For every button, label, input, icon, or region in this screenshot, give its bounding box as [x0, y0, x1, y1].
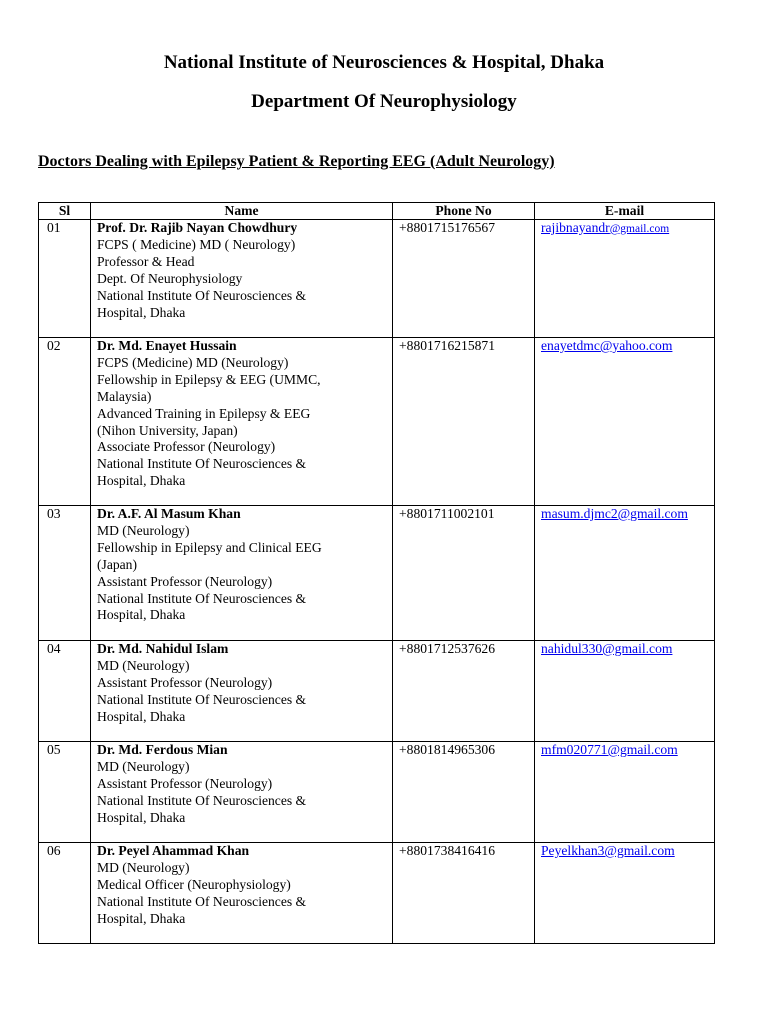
doctor-detail: Hospital, Dhaka [97, 708, 186, 724]
row-sl: 01 [39, 220, 91, 338]
column-header-sl: Sl [39, 203, 91, 220]
doctor-detail: Assistant Professor (Neurology) [97, 674, 273, 690]
doctor-detail: MD (Neurology) [97, 859, 190, 875]
doctor-detail: Malaysia) [97, 388, 152, 404]
doctor-detail: Assistant Professor (Neurology) [97, 573, 273, 589]
row-email-cell [535, 742, 715, 843]
email-link[interactable]: mfm020771@gmail.com [541, 742, 678, 757]
doctor-detail: Associate Professor (Neurology) [97, 439, 276, 455]
doctor-detail: Fellowship in Epilepsy & EEG (UMMC, [97, 371, 321, 387]
column-header-email: E-mail [535, 203, 715, 220]
doctor-detail: Fellowship in Epilepsy and Clinical EEG [97, 539, 322, 555]
row-sl: 02 [39, 338, 91, 506]
row-name-cell [91, 641, 393, 742]
row-email-cell [535, 641, 715, 742]
table-subtitle: Doctors Dealing with Epilepsy Patient & Reporting EEG (Adult Neurology) [38, 153, 555, 170]
doctor-detail: MD (Neurology) [97, 758, 190, 774]
doctor-detail: Medical Officer (Neurophysiology) [97, 876, 291, 892]
table-row [39, 220, 715, 338]
row-email-cell [535, 338, 715, 506]
row-phone: +8801712537626 [393, 641, 535, 742]
doctor-detail: National Institute Of Neurosciences & [97, 893, 307, 909]
department-title: Department Of Neurophysiology [251, 91, 517, 112]
email-link[interactable]: nahidul330@gmail.com [541, 641, 673, 656]
doctor-detail: National Institute Of Neurosciences & [97, 456, 307, 472]
table-row [39, 506, 715, 641]
table-row [39, 641, 715, 742]
doctor-detail: Advanced Training in Epilepsy & EEG [97, 405, 311, 421]
email-link[interactable]: masum.djmc2@gmail.com [541, 506, 688, 521]
doctor-detail: National Institute Of Neurosciences & [97, 691, 307, 707]
row-sl: 06 [39, 843, 91, 944]
row-phone: +8801716215871 [393, 338, 535, 506]
doctor-name: Dr. Md. Ferdous Mian [97, 742, 228, 757]
row-phone: +8801738416416 [393, 843, 535, 944]
doctor-detail: Hospital, Dhaka [97, 473, 186, 489]
row-sl: 04 [39, 641, 91, 742]
doctor-name: Dr. Md. Enayet Hussain [97, 338, 237, 353]
doctor-detail: National Institute Of Neurosciences & [97, 792, 307, 808]
doctor-detail: MD (Neurology) [97, 657, 190, 673]
doctor-detail: National Institute Of Neurosciences & [97, 287, 307, 303]
doctor-detail: (Nihon University, Japan) [97, 422, 238, 438]
row-email-cell [535, 506, 715, 641]
table-row [39, 742, 715, 843]
doctor-name: Dr. A.F. Al Masum Khan [97, 506, 241, 521]
row-sl: 03 [39, 506, 91, 641]
doctor-detail: MD (Neurology) [97, 522, 190, 538]
table-header-row [39, 203, 715, 220]
table-row [39, 843, 715, 944]
doctor-detail: Assistant Professor (Neurology) [97, 775, 273, 791]
row-name-cell [91, 220, 393, 338]
doctor-name: Prof. Dr. Rajib Nayan Chowdhury [97, 220, 298, 235]
doctors-table [38, 202, 715, 944]
doctor-detail: National Institute Of Neurosciences & [97, 590, 307, 606]
doctor-detail: Hospital, Dhaka [97, 809, 186, 825]
email-user: rajibnayandr [541, 220, 610, 235]
row-phone: +8801715176567 [393, 220, 535, 338]
table-row [39, 338, 715, 506]
institute-title: National Institute of Neurosciences & Hospital, Dhaka [163, 52, 605, 73]
row-name-cell [91, 742, 393, 843]
doctor-detail: FCPS (Medicine) MD (Neurology) [97, 354, 289, 370]
doctor-name: Dr. Peyel Ahammad Khan [97, 843, 250, 858]
email-link[interactable] [541, 220, 669, 235]
doctor-name: Dr. Md. Nahidul Islam [97, 641, 229, 656]
doctor-detail: (Japan) [97, 556, 138, 572]
row-name-cell [91, 338, 393, 506]
doctor-detail: Hospital, Dhaka [97, 910, 186, 926]
row-sl: 05 [39, 742, 91, 843]
row-email-cell [535, 220, 715, 338]
email-link[interactable]: Peyelkhan3@gmail.com [541, 843, 675, 858]
doctor-detail: Hospital, Dhaka [97, 607, 186, 623]
row-phone: +8801814965306 [393, 742, 535, 843]
doctor-detail: Professor & Head [97, 253, 195, 269]
doctor-detail: FCPS ( Medicine) MD ( Neurology) [97, 236, 296, 252]
column-header-name: Name [91, 203, 393, 220]
row-name-cell [91, 506, 393, 641]
row-name-cell [91, 843, 393, 944]
doctor-detail: Dept. Of Neurophysiology [97, 270, 243, 286]
email-domain: @gmail.com [609, 223, 670, 235]
row-email-cell [535, 843, 715, 944]
email-link[interactable]: enayetdmc@yahoo.com [541, 338, 673, 353]
row-phone: +8801711002101 [393, 506, 535, 641]
doctor-detail: Hospital, Dhaka [97, 304, 186, 320]
column-header-phone: Phone No [393, 203, 535, 220]
